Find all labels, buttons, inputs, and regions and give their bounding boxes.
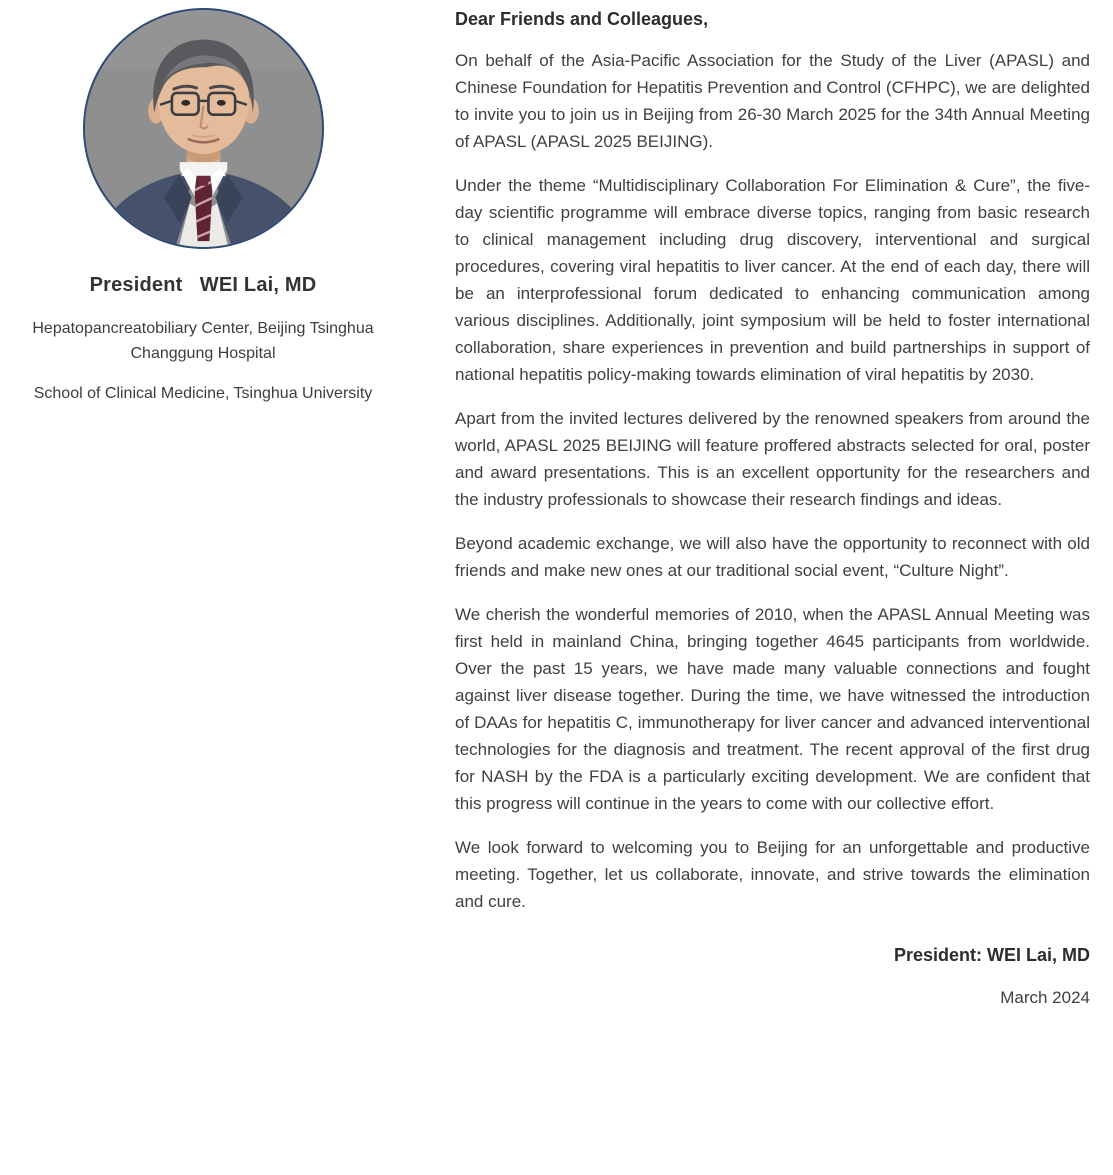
letter-paragraph-culture-night: Beyond academic exchange, we will also have the opportunity to reconnect with old friends and make new ones at our traditional social event, “Culture Night”. <box>455 534 1090 580</box>
letter-paragraph-invitation: On behalf of the Asia-Pacific Association for the Study of the Liver (APASL) and Chinese Foundation for Hepatitis Prevention and Control (CFHPC), we are delighted to invite you to join us in Beijing from 26-30 March 2025 for the 34th Annual Meeting of APASL (APASL 2025 BEIJING). <box>455 51 1090 151</box>
president-photo <box>83 8 324 249</box>
letter-column <box>455 8 1090 1008</box>
letter-paragraph-closing: We look forward to welcoming you to Beijing for an unforgettable and productive meeting. Together, let us collaborate, innovate, and strive towards the elimination and cure. <box>455 838 1090 911</box>
letter-paragraph-theme: Under the theme “Multidisciplinary Collaboration For Elimination & Cure”, the five-day scientific programme will embrace diverse topics, ranging from basic research to clinical management including drug discovery, interventional and surgical procedures, covering viral hepatitis to liver cancer. At the end of each day, there will be an interprofessional forum dedicated to enhancing communication among various disciplines. Additionally, joint symposium will be held to foster international collaboration, share experiences in prevention and build partnerships in support of national hepatitis policy-making towards elimination of viral hepatitis by 2030. <box>455 176 1090 384</box>
letter-signature: President: WEI Lai, MD <box>893 945 1090 965</box>
letter-paragraph-memories: We cherish the wonderful memories of 2010, when the APASL Annual Meeting was first held in mainland China, bringing together 4645 participants from worldwide. Over the past 15 years, we have made many valuable connections and fought against liver disease together. During the time, we have witnessed the introduction of DAAs for hepatitis C, immunotherapy for liver cancer and advanced interventional technologies for the diagnosis and treatment. The recent approval of the first drug for NASH by the FDA is a particularly exciting development. We are confident that this progress will continue in the years to come with our collective effort. <box>455 605 1090 813</box>
portrait-illustration <box>85 10 322 247</box>
profile-column <box>0 8 406 1008</box>
letter-paragraph-abstracts: Apart from the invited lectures delivered by the renowned speakers from around the world, APASL 2025 BEIJING will feature proffered abstracts selected for oral, poster and award presentations. This is an excellent opportunity for the researchers and the industry professionals to showcase their research findings and ideas. <box>455 409 1090 509</box>
president-name-title: President WEI Lai, MD <box>89 274 317 296</box>
letter-date: March 2024 <box>1000 988 1090 1007</box>
affiliation-university: School of Clinical Medicine, Tsinghua University <box>33 385 373 402</box>
letter-salutation: Dear Friends and Colleagues, <box>455 9 709 29</box>
affiliation-hospital: Hepatopancreatobiliary Center, Beijing Tsinghua Changgung Hospital <box>32 320 374 362</box>
